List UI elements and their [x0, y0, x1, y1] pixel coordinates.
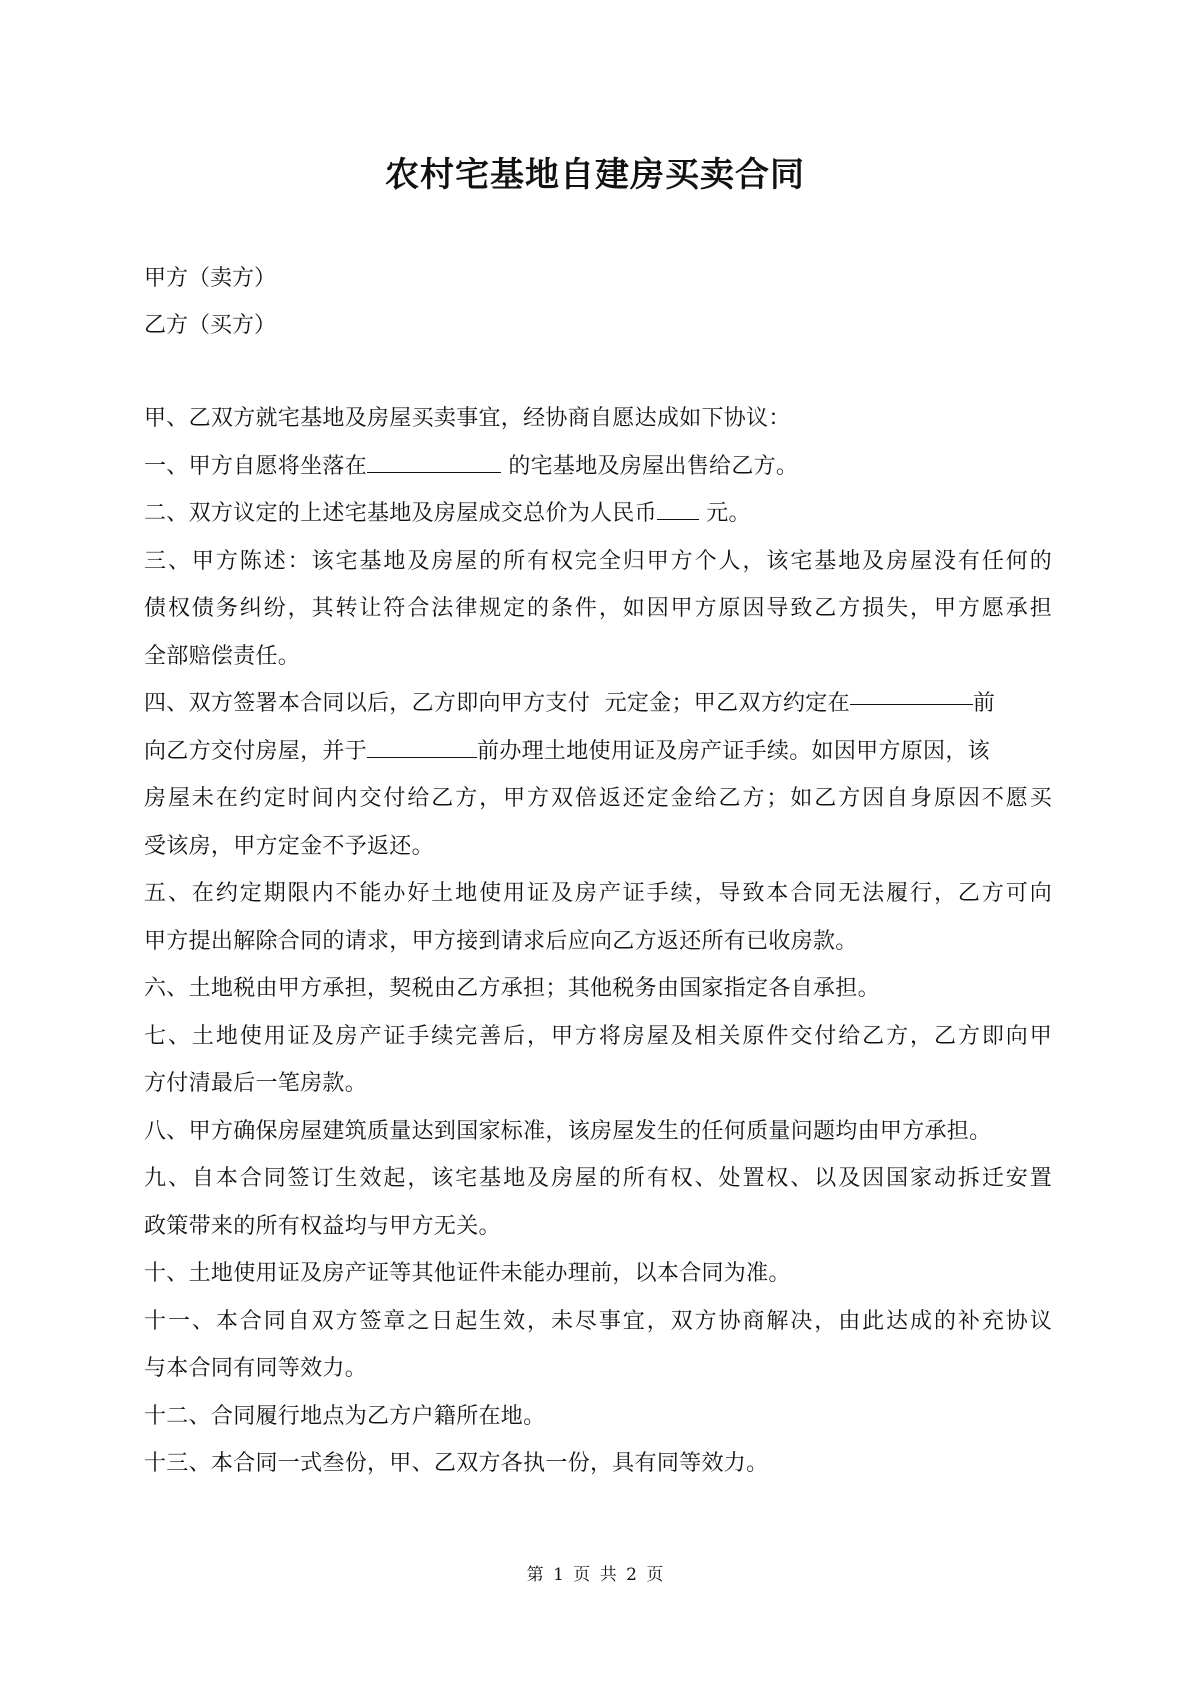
clause-4-line-1 [144, 680, 1052, 728]
delivery-date-blank [850, 682, 973, 705]
clause-5-line-2: 甲方提出解除合同的请求，甲方接到请求后应向乙方返还所有已收房款。 [144, 928, 858, 954]
party-b-label: 乙方（买方） [144, 313, 277, 338]
price-blank [657, 497, 699, 520]
clause-7-line-1: 七、土地使用证及房产证手续完善后，甲方将房屋及相关原件交付给乙方，乙方即向甲 [144, 1023, 1052, 1049]
clause-3-line-2: 债权债务纠纷，其转让符合法律规定的条件，如因甲方原因导致乙方损失，甲方愿承担 [144, 596, 1052, 621]
party-a-label: 甲方（卖方） [144, 266, 277, 291]
clause-3-line-1: 三、甲方陈述：该宅基地及房屋的所有权完全归甲方个人，该宅基地及房屋没有任何的 [144, 548, 1052, 574]
intro-line: 甲、乙双方就宅基地及房屋买卖事宜，经协商自愿达成如下协议： [144, 406, 791, 431]
clause-4-line-4: 受该房，甲方定金不予返还。 [144, 833, 434, 859]
clause-1-text-a: 一、甲方自愿将坐落在 [144, 453, 368, 479]
clause-13-line: 十三、本合同一式叁份，甲、乙双方各执一份，具有同等效力。 [144, 1451, 769, 1476]
clause-11-line-1: 十一、本合同自双方签章之日起生效，未尽事宜，双方协商解决，由此达成的补充协议 [144, 1308, 1052, 1334]
clause-7-line-2: 方付清最后一笔房款。 [144, 1071, 368, 1096]
clause-10-line: 十、土地使用证及房产证等其他证件未能办理前，以本合同为准。 [144, 1261, 791, 1286]
clause-4-text-c: 向乙方交付房屋，并于 [144, 738, 368, 764]
clause-4-line-3: 房屋未在约定时间内交付给乙方，甲方双倍返还定金给乙方；如乙方因自身原因不愿买 [144, 786, 1052, 811]
clause-1-text-b: 的宅基地及房屋出售给乙方。 [508, 453, 799, 479]
document-title: 农村宅基地自建房买卖合同 [385, 155, 805, 195]
certificate-date-blank [367, 735, 477, 758]
clause-4-text-a: 四、双方签署本合同以后，乙方即向甲方支付 元定金；甲乙双方约定在 [144, 691, 850, 716]
clause-2-line [144, 490, 1052, 538]
clause-4-text-b: 前 [972, 691, 996, 716]
location-blank [367, 450, 501, 473]
clause-1-line [144, 443, 1052, 491]
page-number: 第 1 页 共 2 页 [526, 1565, 664, 1585]
clause-6-line: 六、土地税由甲方承担，契税由乙方承担；其他税务由国家指定各自承担。 [144, 976, 880, 1001]
clause-5-line-1: 五、在约定期限内不能办好土地使用证及房产证手续，导致本合同无法履行，乙方可向 [144, 881, 1052, 906]
clause-3-line-3: 全部赔偿责任。 [144, 643, 301, 669]
clause-4-text-d: 前办理土地使用证及房产证手续。如因甲方原因，该 [477, 738, 990, 764]
clause-8-line: 八、甲方确保房屋建筑质量达到国家标准，该房屋发生的任何质量问题均由甲方承担。 [144, 1118, 992, 1144]
clause-11-line-2: 与本合同有同等效力。 [144, 1356, 368, 1381]
contract-body [144, 395, 1052, 1488]
clause-4-line-2 [144, 728, 1052, 776]
clause-9-line-1: 九、自本合同签订生效起，该宅基地及房屋的所有权、处置权、以及因国家动拆迁安置 [144, 1166, 1052, 1191]
clause-9-line-2: 政策带来的所有权益均与甲方无关。 [144, 1213, 501, 1239]
clause-12-line: 十二、合同履行地点为乙方户籍所在地。 [144, 1403, 546, 1429]
clause-2-text-b: 元。 [706, 501, 751, 526]
clause-2-text-a: 二、双方议定的上述宅基地及房屋成交总价为人民币 [144, 501, 657, 526]
parties-section [144, 255, 1064, 349]
